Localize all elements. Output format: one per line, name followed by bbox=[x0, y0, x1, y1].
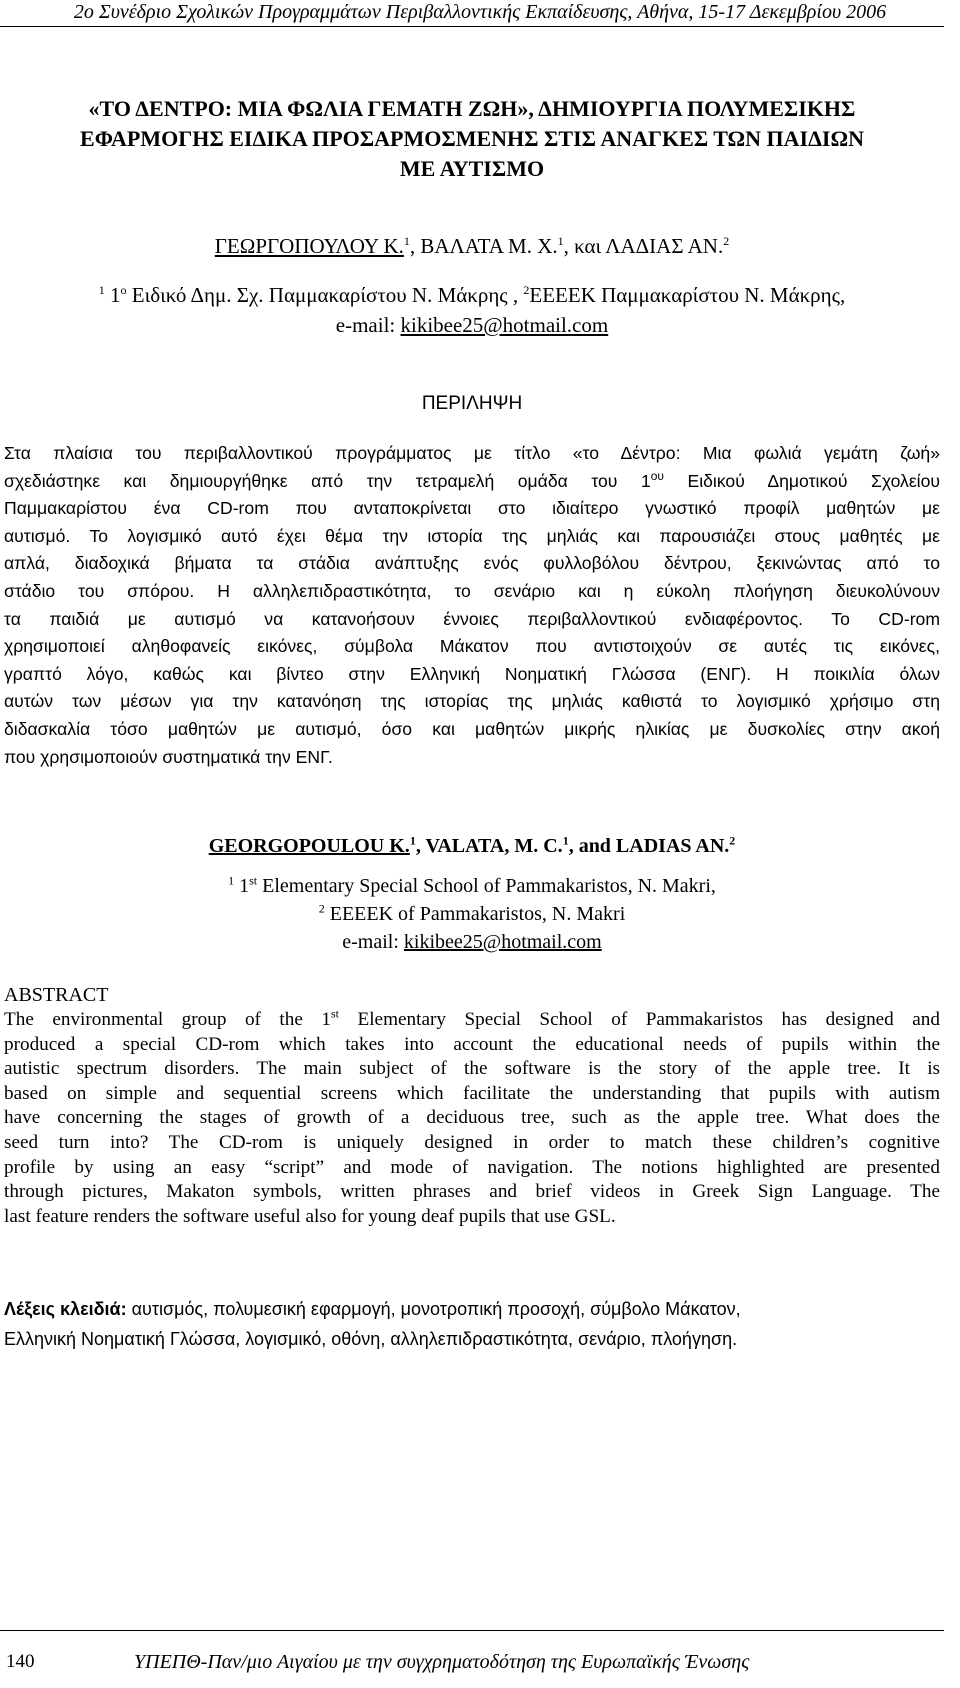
abstract-greek-line: Στα πλαίσια του περιβαλλοντικού προγράμματος με τίτλο «το Δέντρο: Μια φωλιά γεμάτη ζωή» bbox=[4, 443, 940, 463]
abstract-greek-line: τα παιδιά με αυτισμό να κατανοήσουν έννοιες περιβαλλοντικού ενδιαφέροντος. Το CD-rom bbox=[4, 608, 940, 629]
author-1: ΓΕΩΡΓΟΠΟΥΛΟΥ Κ. bbox=[214, 234, 404, 258]
email-link[interactable]: kikibee25@hotmail.com bbox=[400, 313, 609, 337]
running-header: 2ο Συνέδριο Σχολικών Προγραμμάτων Περιβαλλοντικής Εκπαίδευσης, Αθήνα, 15-17 Δεκεμβρίου 2006 bbox=[73, 1, 887, 23]
affiliation-greek-line-1 bbox=[0, 280, 944, 310]
abstract-greek-line: γραπτό λόγο, καθώς και βίντεο στην Ελληνική Νοηματική Γλώσσα (ΕΝΓ). Η ποικιλία όλων bbox=[4, 663, 940, 684]
abstract-greek-line: Παμμακαρίστου ένα CD-rom που ανταποκρίνεται στο ιδιαίτερο γνωστικό προφίλ μαθητών με bbox=[4, 498, 940, 519]
email-en-link[interactable]: kikibee25@hotmail.com bbox=[403, 931, 602, 953]
affiliation-english bbox=[0, 872, 944, 956]
abstract-greek-line: αυτών των μέσων για την κατανόηση της ιστορίας της μηλιάς καθιστά το λογισμικό χρήσιμο στη bbox=[4, 691, 940, 712]
title-line-2: ΕΦΑΡΜΟΓΗΣ ΕΙΔΙΚΑ ΠΡΟΣΑΡΜΟΣΜΕΝΗΣ ΣΤΙΣ ΑΝΑΓΚΕΣ ΤΩΝ ΠΑΙΔΙΩΝ bbox=[80, 126, 864, 151]
author-en-2-sup: 1 bbox=[562, 833, 569, 848]
abstract-greek-body bbox=[4, 440, 940, 771]
footer-rule bbox=[0, 1630, 944, 1631]
abstract-english-body bbox=[4, 1008, 940, 1229]
abstract-english-line: profile by using an easy “script” and mode of navigation. The notions highlighted are presented bbox=[4, 1156, 940, 1178]
author-1-sup: 1 bbox=[403, 234, 410, 248]
paper-title-greek bbox=[0, 94, 944, 184]
keywords-line-1 bbox=[4, 1294, 940, 1324]
keywords-line-2: Ελληνική Νοηματική Γλώσσα, λογισμικό, οθόνη, αλληλεπιδραστικότητα, σενάριο, πλοήγηση. bbox=[4, 1329, 738, 1349]
school-en-1-prefix: 1 bbox=[234, 875, 250, 897]
abstract-english-line: last feature renders the software useful also for young deaf pupils that use GSL. bbox=[4, 1205, 616, 1227]
keywords bbox=[4, 1294, 940, 1354]
author-en-3: , and LADIAS AN. bbox=[568, 835, 730, 857]
affiliation-english-line-1 bbox=[0, 872, 944, 900]
abstract-english-line: through pictures, Makaton symbols, written phrases and brief videos in Greek Sign Language. The bbox=[4, 1181, 940, 1203]
school-2-name: ΕΕΕΕΚ Παμμακαρίστου Ν. Μάκρης, bbox=[529, 283, 846, 307]
authors-english bbox=[0, 832, 944, 860]
affiliation-greek-email bbox=[0, 310, 944, 340]
page-number: 140 bbox=[6, 1651, 35, 1672]
author-en-1-sup: 1 bbox=[409, 833, 416, 848]
school-1-ordinal: ο bbox=[120, 283, 127, 297]
abstract-greek-line: απλά, διαδοχικά βήματα τα στάδια ανάπτυξης ενός φυλλοβόλου δέντρου, ξεκινώντας από το bbox=[4, 553, 940, 574]
abstract-greek-heading: ΠΕΡΙΛΗΨΗ bbox=[421, 393, 523, 414]
en-line-1-post: Elementary Special School of Pammakaristos has designed and bbox=[339, 1009, 940, 1030]
school-1-prefix: 1 bbox=[104, 283, 121, 307]
abstract-english-line: based on simple and sequential screens which facilitate the understanding that pupils with autism bbox=[4, 1082, 940, 1104]
affiliation-english-email bbox=[0, 928, 944, 956]
author-3-sup: 2 bbox=[723, 234, 730, 248]
author-en-1: GEORGOPOULOU K. bbox=[208, 835, 410, 857]
affil-sup-1: 1 bbox=[98, 283, 105, 297]
affiliation-english-line-2 bbox=[0, 900, 944, 928]
abstract-greek-line bbox=[4, 468, 940, 496]
school-en-1-name: Elementary Special School of Pammakaristos, N. Makri, bbox=[257, 875, 716, 897]
author-2-sup: 1 bbox=[557, 234, 564, 248]
footer-funding-note: ΥΠΕΠΘ-Παν/μιο Αιγαίου με την συγχρηματοδότηση της Ευρωπαϊκής Ένωσης bbox=[134, 1651, 750, 1673]
affil-en-sup-2: 2 bbox=[318, 901, 325, 916]
abstract-greek-line: στάδιο του σπόρου. Η αλληλεπιδραστικότητα, το σενάριο και η εύκολη πλοήγηση διευκολύνουν bbox=[4, 580, 940, 601]
abstract-english-line: have concerning the stages of growth of a deciduous tree, such as the apple tree. What does the bbox=[4, 1107, 940, 1129]
abstract-greek-line: διδασκαλία τόσο μαθητών με αυτισμό, όσο και μαθητών μικρής ηλικίας με δυσκολίες στην ακοή bbox=[4, 718, 940, 739]
abstract-greek-line: αυτισμό. Το λογισμικό αυτό έχει θέμα την ιστορία της μηλιάς και παρουσιάζει στους μαθητές με bbox=[4, 525, 940, 546]
affiliation-greek bbox=[0, 280, 944, 340]
line-2-ordinal: ου bbox=[650, 468, 664, 483]
abstract-greek-line: που χρησιμοποιούν συστηματικά την ΕΝΓ. bbox=[4, 746, 333, 767]
en-line-1-pre: The environmental group of the 1 bbox=[4, 1009, 331, 1030]
keywords-label: Λέξεις κλειδιά: bbox=[4, 1299, 127, 1319]
authors-greek bbox=[0, 232, 944, 260]
affil-sup-2: 2 bbox=[523, 283, 530, 297]
line-2-post: Ειδικού Δημοτικού Σχολείου bbox=[663, 470, 940, 491]
author-en-3-sup: 2 bbox=[729, 833, 736, 848]
abstract-english-heading: ABSTRACT bbox=[4, 984, 109, 1006]
school-1-name: Ειδικό Δημ. Σχ. Παμμακαρίστου Ν. Μάκρης , bbox=[126, 283, 524, 307]
abstract-english-line bbox=[4, 1008, 940, 1033]
author-en-2: , VALATA, M. C. bbox=[415, 835, 563, 857]
abstract-english-line: autistic spectrum disorders. The main subject of the software is the story of the apple tree. It is bbox=[4, 1058, 940, 1080]
abstract-english-line: seed turn into? The CD-rom is uniquely designed in order to match these children’s cognitive bbox=[4, 1131, 940, 1153]
keywords-list-1: αυτισμός, πολυμεσική εφαρμογή, μονοτροπική προσοχή, σύμβολο Μάκατον, bbox=[126, 1299, 741, 1319]
en-line-1-ordinal: st bbox=[330, 1006, 339, 1021]
email-en-label: e-mail: bbox=[342, 931, 404, 953]
email-label: e-mail: bbox=[335, 313, 401, 337]
header-rule bbox=[0, 26, 944, 27]
author-2: , ΒΑΛΑΤΑ Μ. Χ. bbox=[409, 234, 558, 258]
school-en-1-ordinal: st bbox=[249, 873, 258, 888]
title-line-1: «ΤΟ ΔΕΝΤΡΟ: ΜΙΑ ΦΩΛΙΑ ΓΕΜΑΤΗ ΖΩΗ», ΔΗΜΙΟΥΡΓΙΑ ΠΟΛΥΜΕΣΙΚΗΣ bbox=[88, 96, 856, 121]
school-en-2-name: EEEEK of Pammakaristos, N. Makri bbox=[324, 903, 626, 925]
author-3: , και ΛΑΔΙΑΣ ΑΝ. bbox=[563, 234, 724, 258]
title-line-3: ΜΕ ΑΥΤΙΣΜΟ bbox=[399, 156, 545, 181]
affil-en-sup-1: 1 bbox=[228, 873, 235, 888]
line-2-pre: σχεδιάστηκε και δημιουργήθηκε από την τετραμελή ομάδα του 1 bbox=[4, 470, 651, 491]
abstract-english-line: produced a special CD-rom which takes into account the educational needs of pupils within the bbox=[4, 1033, 940, 1055]
abstract-greek-line: χρησιμοποιεί αληθοφανείς εικόνες, σύμβολα Μάκατον που αντιστοιχούν σε αυτές τις εικόνες, bbox=[4, 636, 940, 657]
